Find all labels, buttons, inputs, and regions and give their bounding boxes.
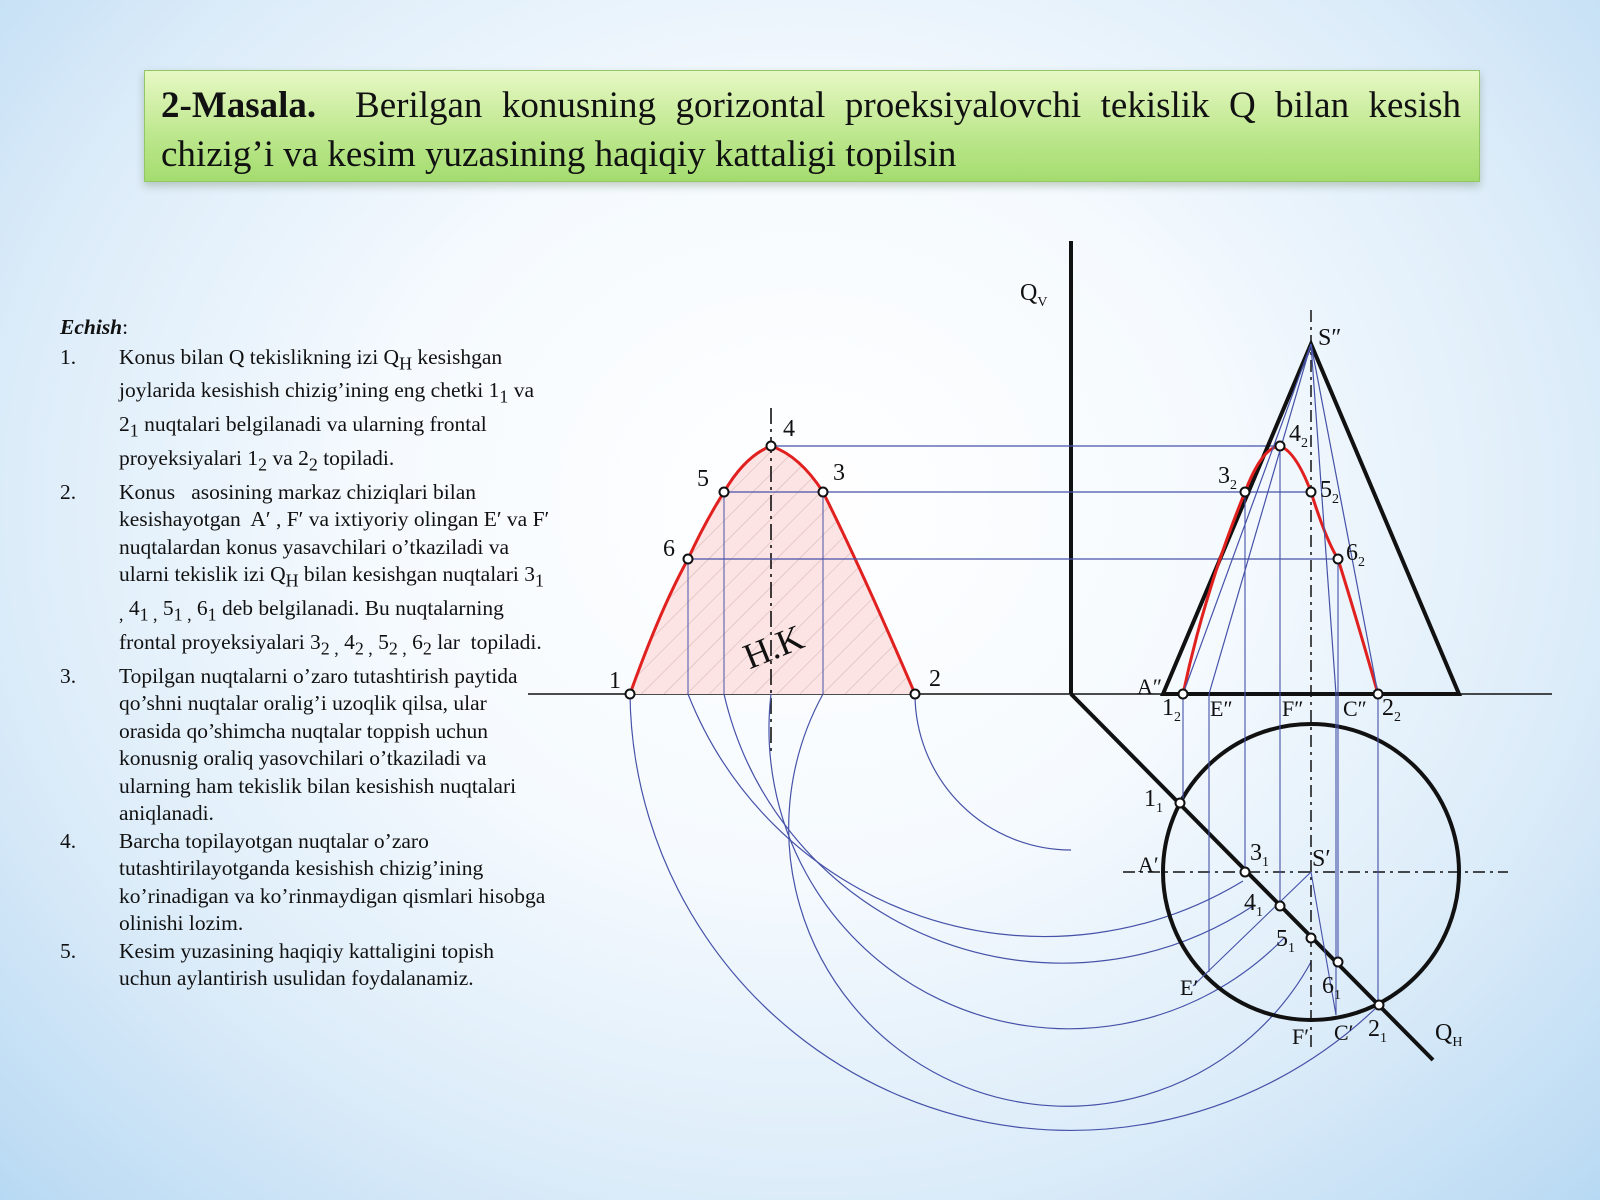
point-3-front — [1241, 488, 1250, 497]
label-qv: $Q_V$ — [1020, 280, 1048, 310]
label-true-3: 3 — [833, 460, 845, 486]
label-f1: F′ — [1292, 1024, 1310, 1049]
true-size-section — [630, 408, 915, 755]
label-top-5: $5_1$ — [1276, 926, 1295, 956]
label-top-4: $4_1$ — [1244, 890, 1263, 920]
label-front-3: $3_2$ — [1218, 463, 1237, 493]
solution-step-number: 3. — [60, 663, 77, 688]
label-a2: A″ — [1137, 674, 1163, 699]
label-front-4: $4_2$ — [1289, 421, 1308, 451]
solution-heading-text: Echish — [60, 315, 123, 339]
label-front-2: $2_2$ — [1382, 695, 1401, 725]
label-front-5: $5_2$ — [1320, 477, 1339, 507]
point-5-front — [1307, 488, 1316, 497]
point-3-top — [1241, 868, 1250, 877]
label-c1: C′ — [1334, 1020, 1354, 1045]
title-text: Berilgan konusning gorizontal proeksiyalovchi tekislik Q bilan kesish chizig’i va kesim yuzasining haqiqiy kattaligi topilsin — [161, 85, 1462, 175]
label-e1: E′ — [1180, 975, 1199, 1000]
label-c2: C″ — [1343, 696, 1367, 721]
point-4-top — [1276, 902, 1285, 911]
solution-step-number: 4. — [60, 828, 77, 853]
point-1-front — [1179, 690, 1188, 699]
generator-e — [1209, 344, 1311, 694]
label-true-2: 2 — [929, 666, 941, 692]
label-top-3: $3_1$ — [1250, 840, 1269, 870]
arc-6 — [789, 694, 1311, 1106]
solution-step-text: Kesim yuzasining haqiqiy kattaligini topish uchun aylantirish usulidan foydalanamiz. — [119, 938, 495, 991]
solution-step-text: Topilgan nuqtalarni o’zaro tutashtirish paytida qo’shni nuqtalar oralig’i uzoqlik qilsa, ular orasida qo’shimcha nuqtalar toppish uchun konusnig oraliq yasovchilari o’tkaziladi va ularning ham tekislik bilan kesishish nuqtalari aniqlanadi. — [119, 663, 518, 826]
label-qh: $Q_H$ — [1435, 1020, 1463, 1050]
solution-step-text: Barcha topilayotgan nuqtalar o’zaro tutashtirilayotganda kesishish chizig’ining ko’rinadigan va ko’rinmaydigan qismlari hisobga olinishi lozim. — [119, 828, 546, 936]
label-true-1: 1 — [609, 668, 621, 694]
label-top-2: $2_1$ — [1368, 1016, 1387, 1046]
point-5-true — [720, 488, 729, 497]
point-1-top — [1176, 799, 1185, 808]
top-view — [1123, 446, 1508, 1020]
label-s1: S′ — [1312, 846, 1331, 872]
label-s2: S″ — [1318, 325, 1342, 351]
point-2-true — [911, 690, 920, 699]
arc-2 — [915, 694, 1071, 850]
point-2-top — [1375, 1001, 1384, 1010]
solution-step-number: 5. — [60, 938, 77, 963]
solution-heading: Echish: — [60, 315, 129, 339]
point-5-top — [1307, 934, 1316, 943]
label-top-1: $1_1$ — [1144, 786, 1163, 816]
label-true-4: 4 — [783, 416, 795, 442]
point-6-front — [1334, 555, 1343, 564]
label-top-6: $6_1$ — [1322, 973, 1341, 1003]
label-true-6: 6 — [663, 536, 675, 562]
point-4-true — [767, 442, 776, 451]
solution-step-text: Konus asosining markaz chiziqlari bilan kesishayotgan A′ , F′ va ixtiyoriy olingan E′ va F′ nuqtalardan konus yasavchilari o’tkaziladi va ularni tekislik izi $Q_H$ bilan kesishgan nuqtalari $3_{1 ,}$ $4_{1 ,}$ $5_{1 ,}$ $6_1$ deb belgilanadi. Bu nuqtalarning frontal proyeksiyalari $3_{2 ,}$ $4_{2 ,}$ $5_{2 ,}$ $6_2$ lar topiladi. — [119, 479, 550, 659]
solution-step-text: Konus bilan Q tekislikning izi $Q_H$ kesishgan joylarida kesishish chizig’ining eng chetki $1_1$ va $2_1$ nuqtalari belgilanadi va ularning frontal proyeksiyalari $1_2$ va $2_2$ topiladi. — [119, 344, 534, 475]
label-a1: A′ — [1138, 852, 1159, 877]
point-3-true — [819, 488, 828, 497]
label-hk: H.K — [737, 616, 810, 677]
point-6-top — [1334, 958, 1343, 967]
label-front-1: $1_2$ — [1162, 695, 1181, 725]
title-bold: 2-Masala. — [161, 85, 317, 126]
generator-a — [1183, 344, 1311, 694]
solution-step-number: 2. — [60, 479, 77, 504]
solution-step-number: 1. — [60, 344, 77, 369]
point-1-true — [626, 690, 635, 699]
label-true-5: 5 — [697, 466, 709, 492]
arc-1 — [630, 694, 1379, 1130]
rotation-arcs — [630, 694, 1379, 1130]
label-f2: F″ — [1282, 696, 1304, 721]
point-4-front — [1276, 442, 1285, 451]
label-front-6: $6_2$ — [1346, 540, 1365, 570]
label-e2: E″ — [1210, 696, 1233, 721]
point-6-true — [684, 555, 693, 564]
